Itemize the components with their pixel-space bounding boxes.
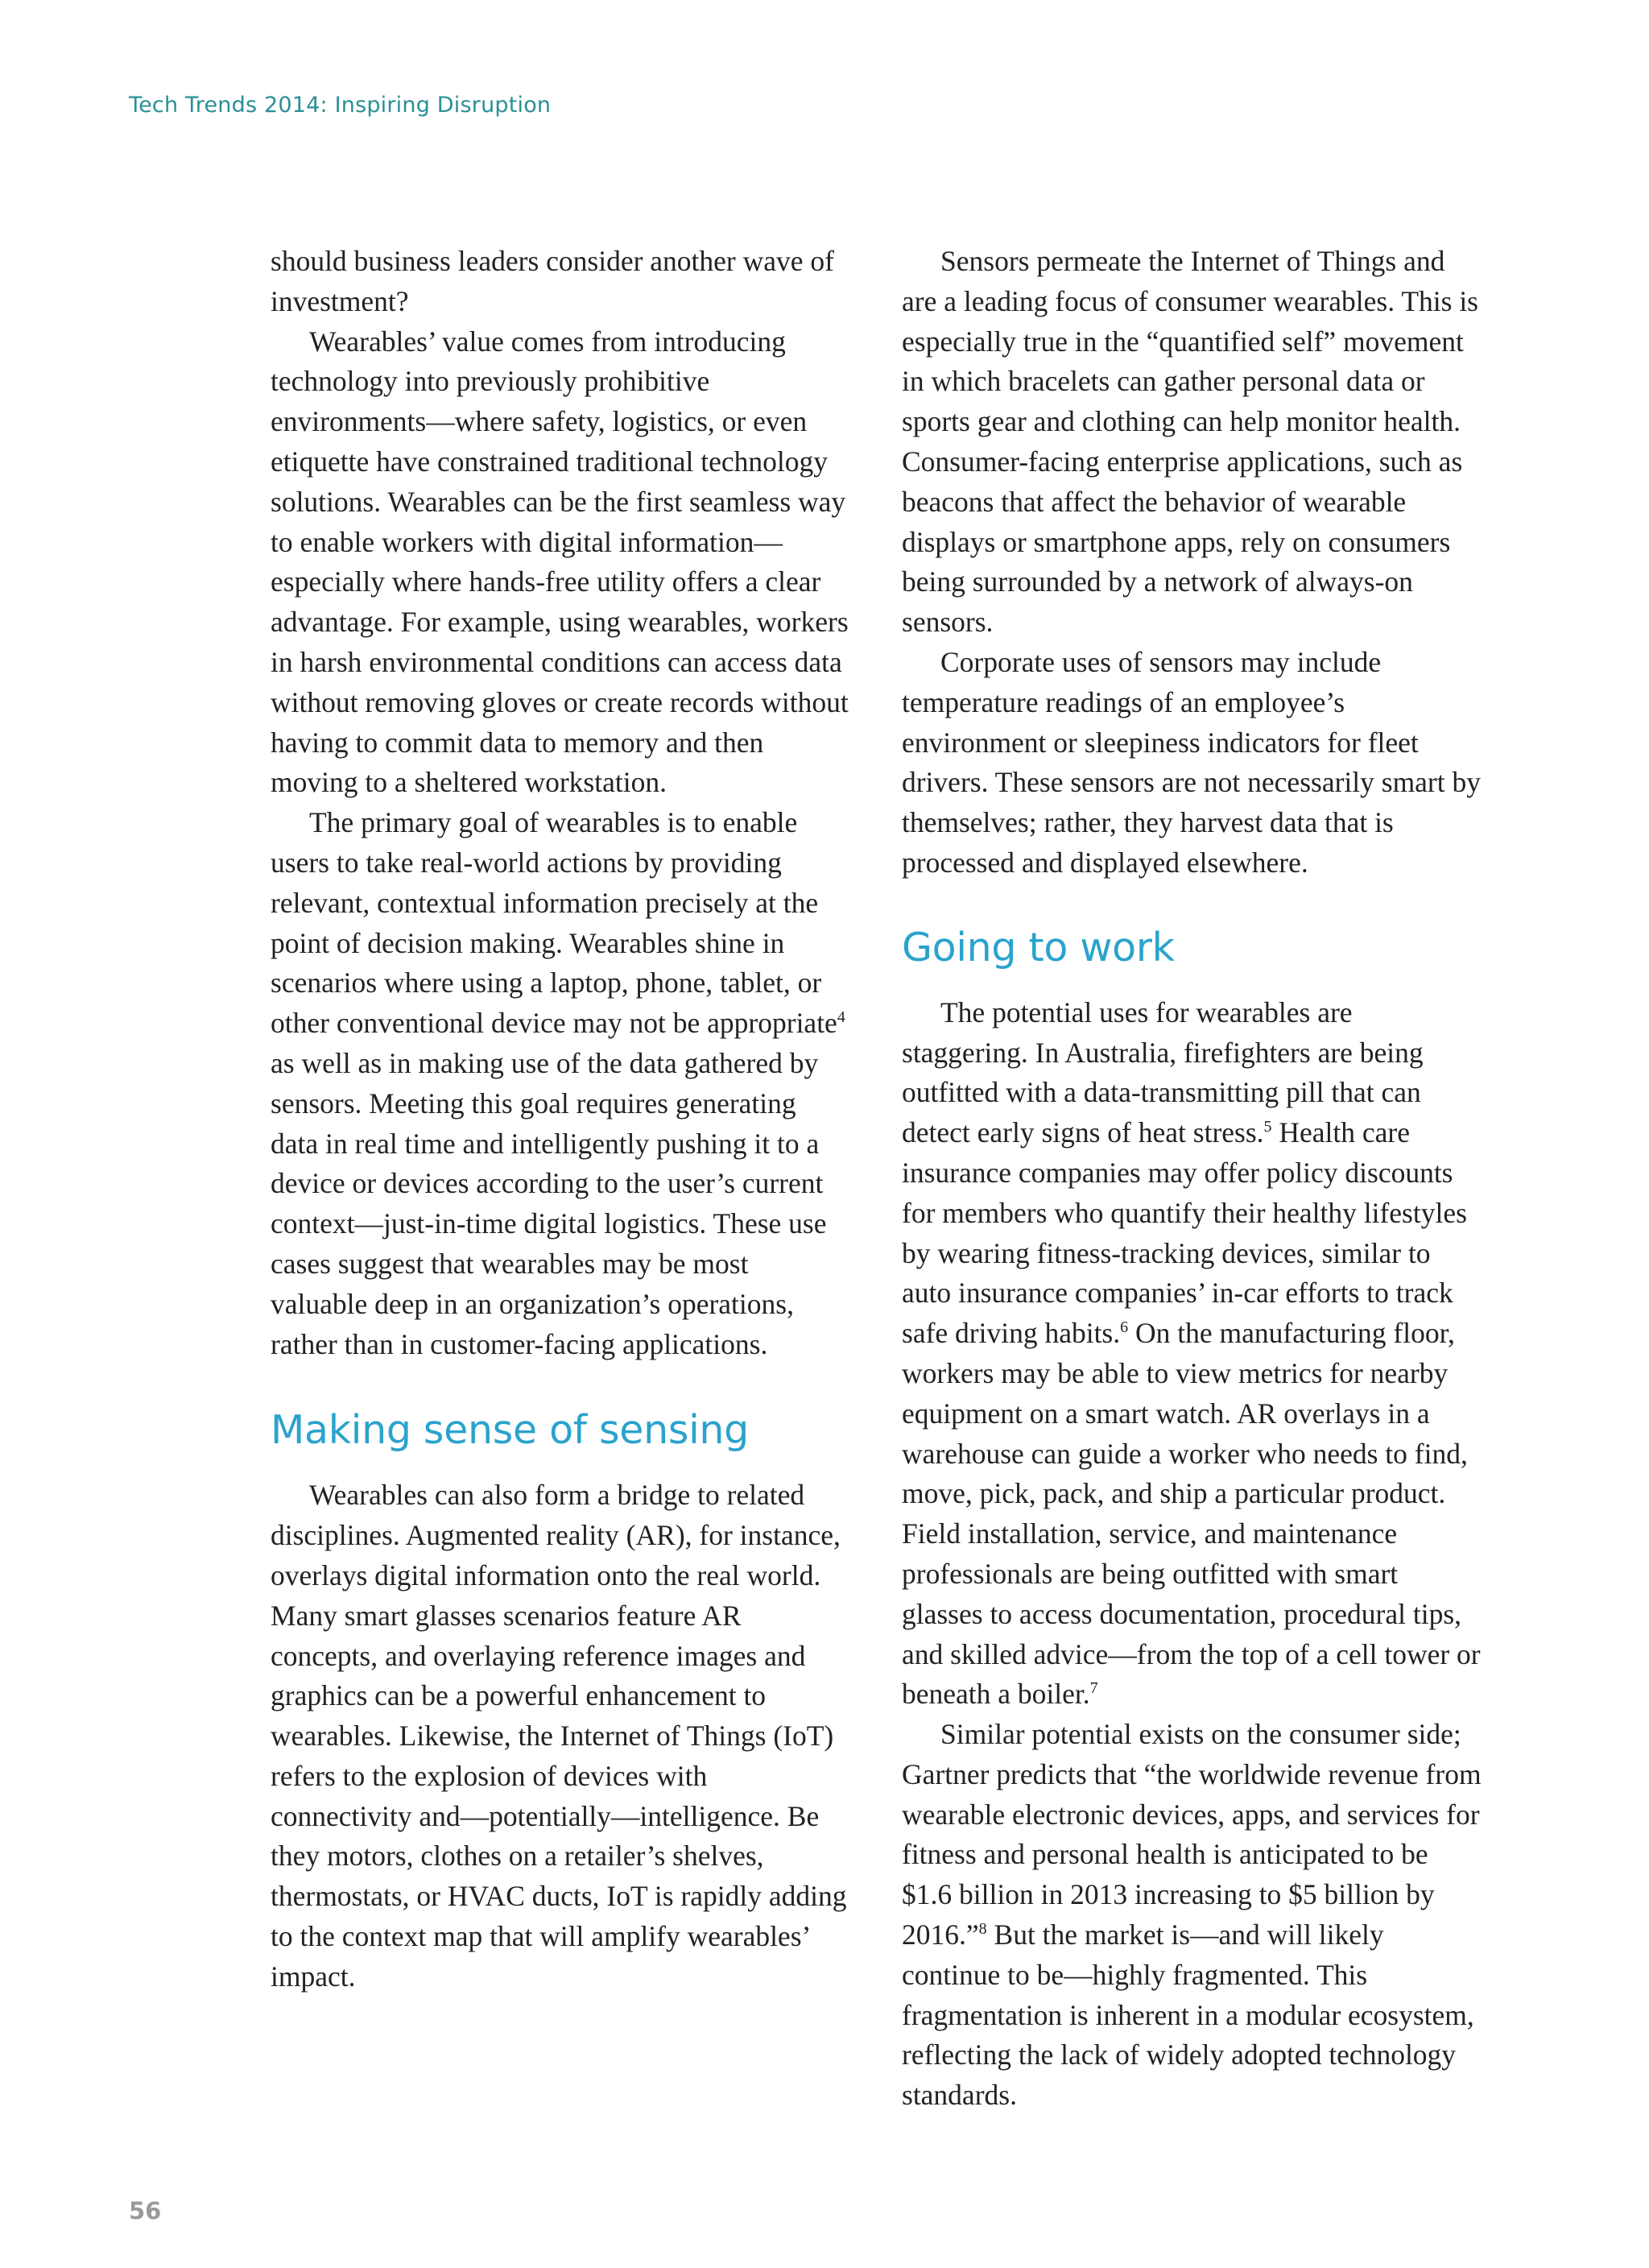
running-title: Tech Trends 2014: Inspiring Disruption xyxy=(129,93,552,118)
footnote-ref-5[interactable]: 5 xyxy=(1263,1118,1272,1136)
page-number: 56 xyxy=(129,2197,162,2225)
footnote-ref-4[interactable]: 4 xyxy=(837,1008,845,1027)
body-paragraph: Wearables’ value comes from introducing technology into previously prohibitive environments—where safety, logistics, or even etiquette have constrained traditional technology solutions. Wearables can be the first seamless way to enable workers with digital information—especially where hands-free utility offers a clear advantage. For example, using wearables, workers in harsh environmental conditions can access data without removing gloves or create records without having to commit data to memory and then moving to a sheltered workstation. xyxy=(271,325,849,799)
body-paragraph xyxy=(271,803,850,1364)
body-paragraph: Corporate uses of sensors may include temperature readings of an employee’s environment or sleepiness indicators for fleet drivers. These sensors are not necessarily smart by themselves; rather, they harvest data that is processed and displayed elsewhere. xyxy=(902,645,1481,879)
body-paragraph xyxy=(902,1715,1482,2116)
paragraph-text: Similar potential exists on the consumer side; Gartner predicts that “the worldwide revenue from wearable electronic devices, apps, and services for fitness and personal health is anticipated to be $1.6 billion in 2013 increasing to $5 billion by 2016.” xyxy=(902,1718,1482,1951)
paragraph-text: as well as in making use of the data gathered by sensors. Meeting this goal requires generating data in real time and intelligently pushing it to a device or devices according to the user’s current context—just-in-time digital logistics. These use cases suggest that wearables may be most valuable deep in an organization’s operations, rather than in customer-facing applications. xyxy=(271,1046,827,1360)
section-heading-sensing: Making sense of sensing xyxy=(271,1407,749,1454)
paragraph-text: The potential uses for wearables are staggering. In Australia, firefighters are being outfitted with a data-transmitting pill that can detect early signs of heat stress. xyxy=(902,995,1424,1149)
paragraph-text: Health care insurance companies may offer policy discounts for members who quantify their healthy lifestyles by wearing fitness-tracking devices, similar to auto insurance companies’ in-car efforts to track safe driving habits. xyxy=(902,1116,1467,1350)
right-column xyxy=(902,242,1482,2116)
section-heading-going-to-work: Going to work xyxy=(902,924,1175,971)
body-paragraph xyxy=(902,993,1482,1715)
footnote-ref-6[interactable]: 6 xyxy=(1120,1318,1129,1337)
body-paragraph: Sensors permeate the Internet of Things and are a leading focus of consumer wearables. This is especially true in the “quantified self” movement in which bracelets can gather personal data or sports gear and clothing can help monitor health. Consumer-facing enterprise applications, such as beacons that affect the behavior of wearable displays or smartphone apps, rely on consumers being surrounded by a network of always-on sensors. xyxy=(902,245,1478,639)
paragraph-text: But the market is—and will likely continue to be—highly fragmented. This fragmentation is inherent in a modular ecosystem, reflecting the lack of widely adopted technology standards. xyxy=(902,1918,1474,2112)
footnote-ref-7[interactable]: 7 xyxy=(1089,1679,1098,1698)
paragraph-text: On the manufacturing floor, workers may be able to view metrics for nearby equipment on a smart watch. AR overlays in a warehouse can guide a worker who needs to find, move, pick, pack, and ship a particular product. Field installation, service, and maintenance professionals are being outfitted with smart glasses to access documentation, procedural tips, and skilled advice—from the top of a cell tower or beneath a boiler. xyxy=(902,1317,1481,1711)
left-column xyxy=(271,242,850,1997)
body-paragraph: should business leaders consider another wave of investment? xyxy=(271,245,834,317)
footnote-ref-8[interactable]: 8 xyxy=(978,1920,987,1939)
paragraph-text: The primary goal of wearables is to enable users to take real-world actions by providing relevant, contextual information precisely at the point of decision making. Wearables shine in scenarios where using a laptop, phone, tablet, or other conventional device may not be appropriate xyxy=(271,806,837,1040)
body-paragraph: Wearables can also form a bridge to related disciplines. Augmented reality (AR), for instance, overlays digital information onto the real world. Many smart glasses scenarios feature AR concepts, and overlaying reference images and graphics can be a powerful enhancement to wearables. Likewise, the Internet of Things (IoT) refers to the explosion of devices with connectivity and—potentially—intelligence. Be they motors, clothes on a retailer’s shelves, thermostats, or HVAC ducts, IoT is rapidly adding to the context map that will amplify wearables’ impact. xyxy=(271,1479,847,1993)
